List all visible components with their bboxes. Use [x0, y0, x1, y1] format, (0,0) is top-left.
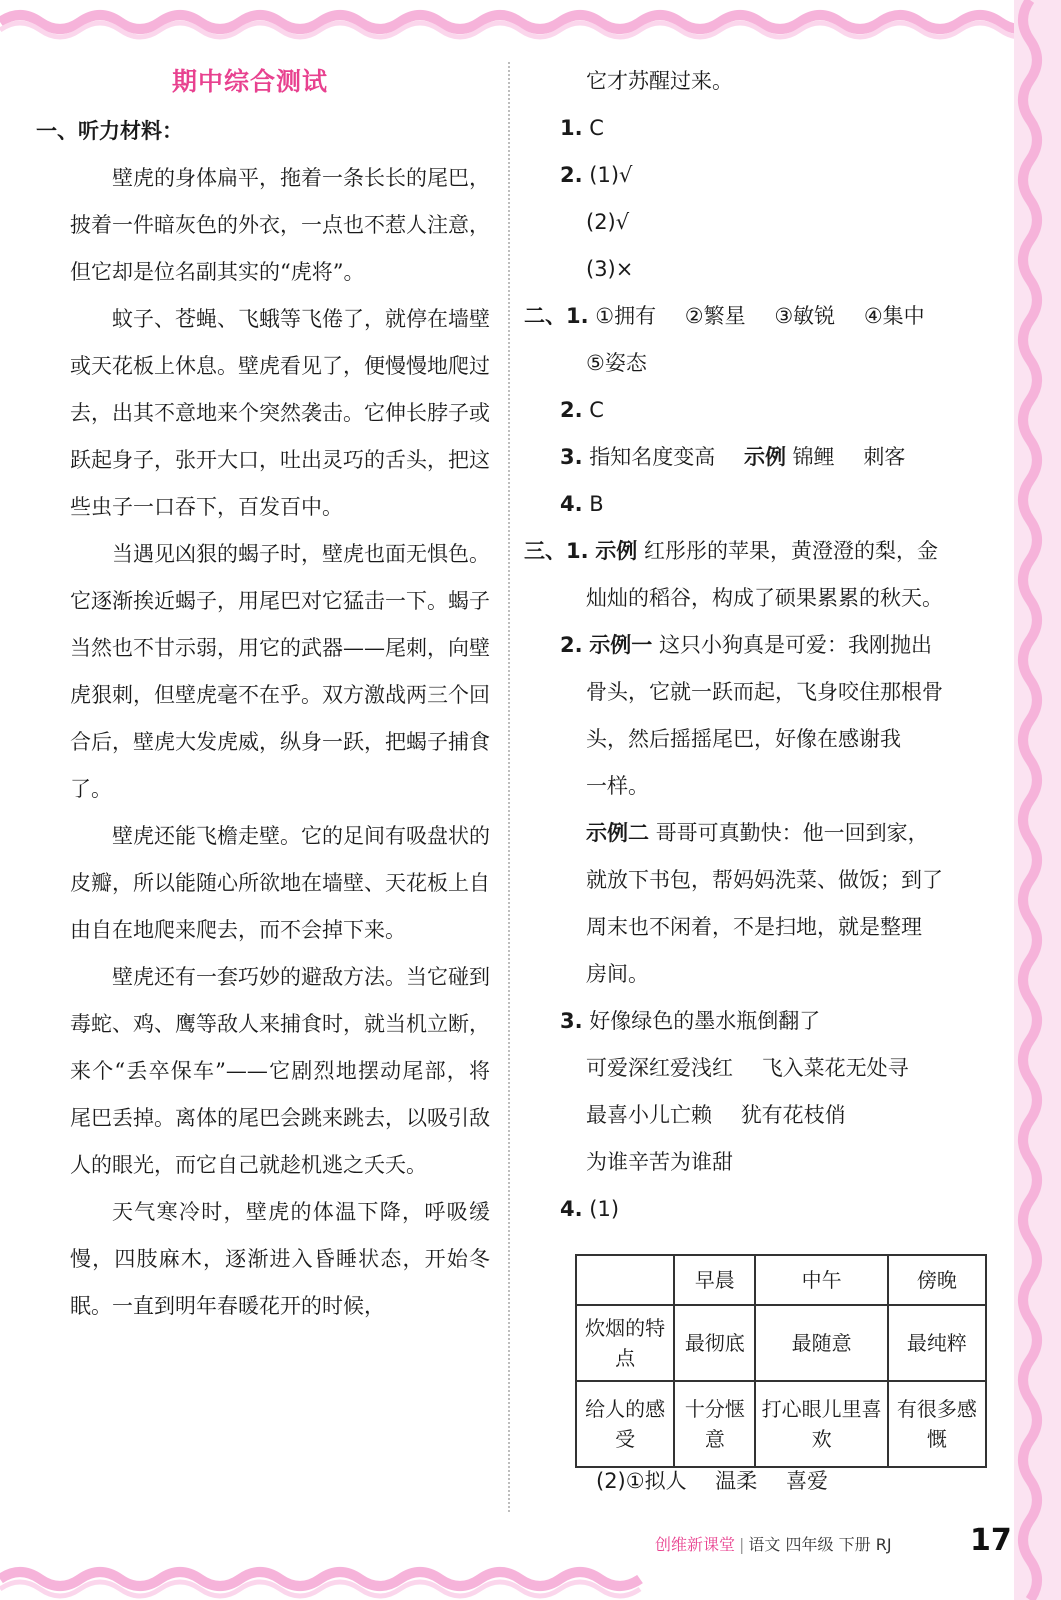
table-cell: 十分惬意: [674, 1381, 755, 1467]
word: ①拥有: [595, 304, 657, 328]
answer-line: [536, 1092, 996, 1139]
answer-line: [536, 481, 996, 528]
answer-line: 为谁辛苦为谁甜: [586, 1150, 733, 1174]
question-number: 2.: [560, 163, 583, 187]
answer-line: [536, 1186, 996, 1233]
page-title: 期中综合测试: [171, 67, 328, 96]
example-label: 示例一: [589, 633, 653, 657]
answer: 温柔: [715, 1469, 758, 1493]
column-divider: [508, 62, 510, 1512]
paragraph: 当遇见凶狠的蝎子时，壁虎也面无惧色。它逐渐挨近蝎子，用尾巴对它猛击一下。蝎子当然也不甘示弱，用它的武器——尾刺，向壁虎狠刺，但壁虎毫不在乎。双方激战两三个回合后，壁虎大发虎威，纵身一跃，把蝎子捕食了。: [70, 542, 490, 801]
answer-line: [536, 152, 996, 199]
answer: C: [589, 116, 604, 140]
top-wave-border: [0, 0, 1061, 44]
poem-line: 最喜小儿亡赖: [586, 1103, 712, 1127]
question-number: 3.: [560, 445, 583, 469]
answer: 好像绿色的墨水瓶倒翻了: [589, 1009, 821, 1033]
volume: 下册: [838, 1535, 871, 1554]
table-cell: [576, 1255, 674, 1305]
grade: 四年级: [785, 1535, 834, 1554]
answer-line: 骨头，它就一跃而起，飞身咬住那根骨: [586, 680, 943, 704]
poem-line: 飞入菜花无处寻: [761, 1056, 909, 1080]
table-header-row: [576, 1255, 986, 1305]
answer-line: 房间。: [586, 962, 649, 986]
answer: 这只小狗真是可爱：我刚抛出: [658, 633, 932, 657]
answer: (1): [589, 1197, 620, 1221]
continuation-text: 它才苏醒过来。: [586, 69, 733, 93]
paragraph: 蚊子、苍蝇、飞蛾等飞倦了，就停在墙壁或天花板上休息。壁虎看见了，便慢慢地爬过去，出其不意地来个突然袭击。它伸长脖子或跃起身子，张开大口，吐出灵巧的舌头，把这些虫子一口吞下，百发百中。: [70, 307, 490, 519]
brand-name: 创维新课堂: [655, 1535, 736, 1554]
answer: B: [589, 492, 604, 516]
answer-line: [536, 1045, 996, 1092]
word: ②繁星: [684, 304, 746, 328]
answer: C: [589, 398, 604, 422]
page-footer: 创维新课堂 | 语文 四年级 下册 RJ: [655, 1535, 892, 1554]
table-cell: 最随意: [755, 1305, 887, 1381]
table-cell: 给人的感受: [576, 1381, 674, 1467]
paragraph: 壁虎的身体扁平，拖着一条长长的尾巴，披着一件暗灰色的外衣，一点也不惹人注意，但它却是位名副其实的“虎将”。: [70, 166, 490, 284]
table-cell: 傍晚: [888, 1255, 986, 1305]
table-cell: 炊烟的特点: [576, 1305, 674, 1381]
table-cell: 打心眼儿里喜欢: [755, 1381, 887, 1467]
answer-line: [536, 387, 996, 434]
word: ④集中: [863, 304, 925, 328]
table-row: [576, 1305, 986, 1381]
answer-line: 头，然后摇摇尾巴，好像在感谢我: [586, 727, 901, 751]
answer-line: [536, 434, 996, 481]
answer-line: 灿灿的稻谷，构成了硕果累累的秋天。: [586, 586, 943, 610]
answer-line: [596, 1465, 828, 1495]
poem-line: 可爱深红爱浅红: [586, 1056, 733, 1080]
answer: (1)√: [589, 163, 633, 187]
answer-line: [536, 810, 996, 857]
table-cell: 早晨: [674, 1255, 755, 1305]
edition: RJ: [875, 1535, 892, 1554]
answer-line: [536, 998, 996, 1045]
answer-line: (3)×: [586, 257, 634, 281]
answer: 哥哥可真勤快：他一回到家，: [655, 821, 929, 845]
page-number: 17: [970, 1523, 1012, 1558]
question-number: 1.: [560, 116, 583, 140]
question-number: 2.: [560, 633, 583, 657]
table-cell: 中午: [755, 1255, 887, 1305]
answer-line: (2)√: [586, 210, 630, 234]
table-cell: 有很多感慨: [888, 1381, 986, 1467]
table-row: [576, 1381, 986, 1467]
question-number: 4.: [560, 492, 583, 516]
answer-line: [524, 528, 996, 575]
answer-column: [524, 58, 996, 1233]
answer: (2)①拟人: [596, 1469, 687, 1493]
question-number: 3.: [560, 1009, 583, 1033]
answer-line: 一样。: [586, 774, 649, 798]
smoke-summary-table: [575, 1254, 987, 1468]
answer-line: 周末也不闲着，不是扫地，就是整理: [586, 915, 922, 939]
answer-line: 就放下书包，帮妈妈洗菜、做饭；到了: [586, 868, 943, 892]
right-wave-border: [1000, 0, 1061, 1600]
table-cell: 最纯粹: [888, 1305, 986, 1381]
table-cell: 最彻底: [674, 1305, 755, 1381]
answer-line: ⑤姿态: [586, 351, 647, 375]
paragraph: 壁虎还能飞檐走壁。它的足间有吸盘状的皮瓣，所以能随心所欲地在墙壁、天花板上自由自在地爬来爬去，而不会掉下来。: [70, 824, 490, 942]
answer: 红彤彤的苹果，黄澄澄的梨，金: [643, 539, 938, 563]
section-one-heading: 一、听力材料：: [36, 119, 183, 143]
answer-line: [536, 105, 996, 152]
example-label: 示例: [743, 445, 786, 469]
subject: 语文: [748, 1535, 781, 1554]
bottom-wave-border: [0, 1545, 1061, 1600]
section-two-label: 二、1.: [524, 304, 589, 328]
answer: 刺客: [863, 445, 906, 469]
listening-material: [70, 155, 490, 1330]
poem-line: 犹有花枝俏: [740, 1103, 846, 1127]
answer: 喜爱: [785, 1469, 828, 1493]
example-label: 示例: [595, 539, 638, 563]
section-three-label: 三、1.: [524, 539, 589, 563]
question-number: 4.: [560, 1197, 583, 1221]
answer-line: [536, 622, 996, 669]
example-label: 示例二: [586, 821, 649, 845]
question-number: 2.: [560, 398, 583, 422]
answer-line: [524, 293, 996, 340]
paragraph: 壁虎还有一套巧妙的避敌方法。当它碰到毒蛇、鸡、鹰等敌人来捕食时，就当机立断，来个“丢卒保车”——它剧烈地摆动尾部，将尾巴丢掉。离体的尾巴会跳来跳去，以吸引敌人的眼光，而它自己就趁机逃之夭夭。: [70, 965, 490, 1177]
paragraph: 天气寒冷时，壁虎的体温下降，呼吸缓慢，四肢麻木，逐渐进入昏睡状态，开始冬眠。一直到明年春暖花开的时候，: [70, 1200, 490, 1318]
answer: 指知名度变高: [589, 445, 716, 469]
word: ③敏锐: [774, 304, 836, 328]
answer: 锦鲤: [792, 445, 835, 469]
